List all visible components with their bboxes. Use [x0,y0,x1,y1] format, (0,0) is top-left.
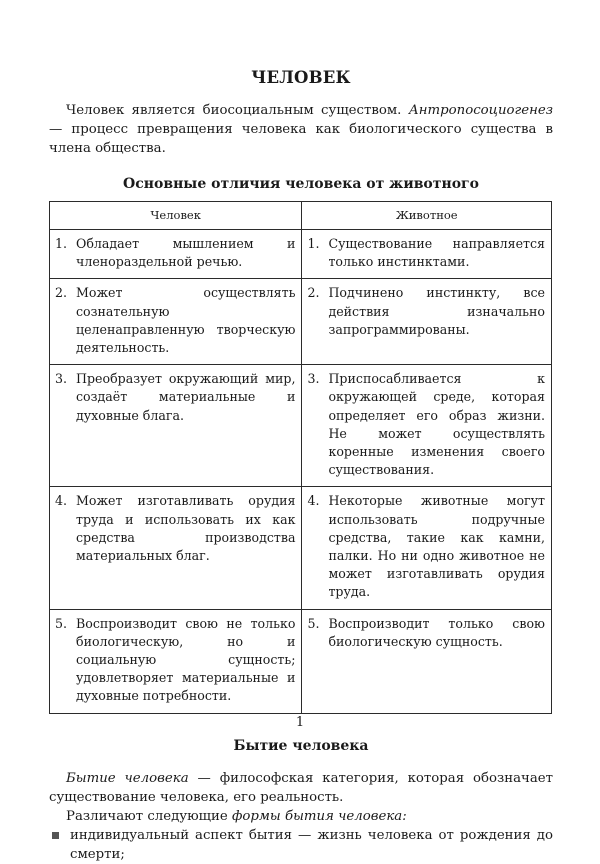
animal-text: Подчинено инстинкту, все действия изначально запрограммированы. [328,285,545,337]
animal-text: Воспроизводит только свою биологическую сущность. [328,615,545,649]
row-number: 2. [55,285,68,301]
comparison-table [49,201,552,714]
animal-cell [302,487,552,609]
animal-cell [302,279,552,365]
row-number: 4. [55,493,68,509]
row-number: 3. [55,371,68,387]
row-number: 1. [55,236,68,251]
human-cell [50,279,302,365]
human-text: Преобразует окружающий мир, создаёт материальные и духовные блага. [76,371,296,423]
human-text: Воспроизводит свою не только биологическую, но и социальную сущность; удовлетворяет материальные и духовные потребности. [76,615,296,704]
intro-paragraph [49,101,553,158]
human-text: Обладает мышлением и членораздельной речью. [76,236,296,270]
human-cell [50,609,302,713]
human-cell [50,365,302,487]
human-cell [50,230,302,279]
animal-text: Приспосабливается к окружающей среде, которая определяет его образ жизни. Не может осуществлять коренные изменения своего существования. [328,371,545,478]
header-human: Человек [50,202,302,230]
animal-cell [302,230,552,279]
being-section-title: Бытие человека [233,737,369,754]
human-text: Может изготавливать орудия труда и использовать их как средства производства материальных благ. [76,493,296,564]
row-number: 2. [307,285,320,301]
animal-cell [302,609,552,713]
definition-term: Бытие человека [66,770,189,786]
table-row [50,230,552,279]
row-number: 1. [307,236,320,251]
animal-text: Некоторые животные могут использовать подручные средства, такие как камни, палки. Но ни одно животное не может изготавливать орудия труда. [328,493,545,600]
page-title: ЧЕЛОВЕК [251,68,351,87]
forms-lead: Различают следующие [66,808,232,824]
table-row [50,609,552,713]
definition-text: — философская категория, которая обозначает существование человека, его реальность. [49,770,553,805]
row-number: 4. [307,493,320,509]
human-cell [50,487,302,609]
table-section-title: Основные отличия человека от животного [123,176,479,192]
forms-term: формы бытия человека: [231,808,407,824]
square-bullet-icon [49,826,70,864]
forms-paragraph [49,807,553,826]
table-row [50,487,552,609]
bullet-text: индивидуальный аспект бытия — жизнь человека от рождения до смерти; [70,827,553,862]
intro-term: Антропосоциогенез [408,103,553,118]
intro-rest: — процесс превращения человека как биологического существа в члена общества. [49,122,553,156]
table-header-row [50,202,552,230]
row-number: 5. [55,615,68,631]
definition-paragraph [49,769,553,807]
header-animal: Животное [302,202,552,230]
list-item [49,826,553,864]
animal-text: Существование направляется только инстинктами. [328,236,545,270]
page-number: 1 [295,715,305,730]
row-number: 5. [307,615,320,631]
table-row [50,279,552,365]
intro-lead: Человек является биосоциальным существом. [66,103,409,118]
table-row [50,365,552,487]
human-text: Может осуществлять сознательную целенаправленную творческую деятельность. [76,285,296,356]
animal-cell [302,365,552,487]
row-number: 3. [307,371,320,387]
